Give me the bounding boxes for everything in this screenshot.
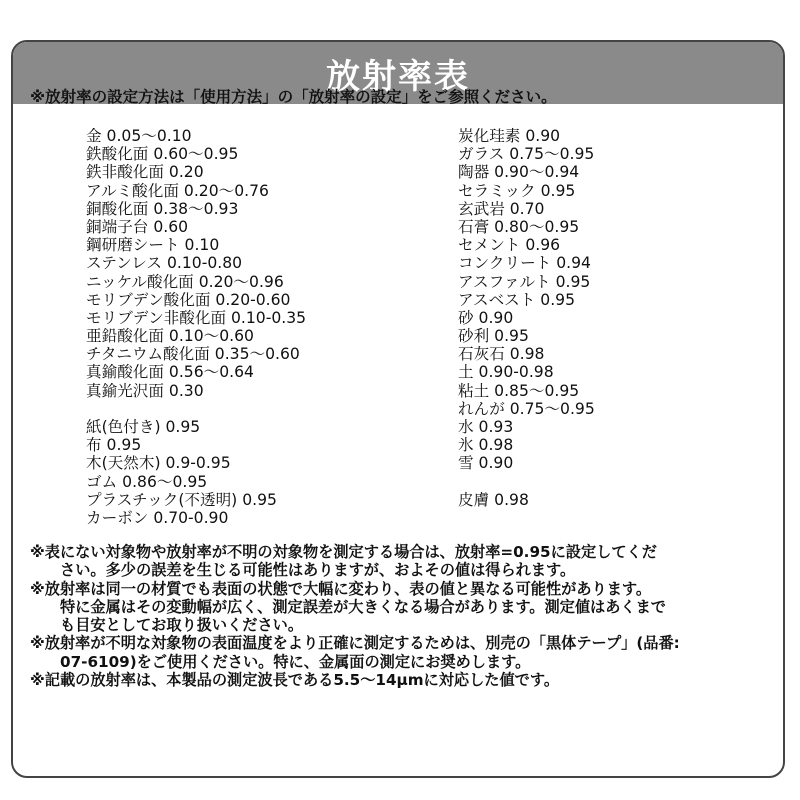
- note-line: ※放射率が不明な対象物の表面温度をより正確に測定するためは、別売の「黒体テープ」(品番:: [30, 634, 680, 653]
- list-item: 鉄酸化面 0.60〜0.95: [86, 145, 239, 164]
- list-item: れんが 0.75〜0.95: [458, 399, 595, 418]
- list-item: アスベスト 0.95: [458, 290, 576, 309]
- list-item: 金 0.05〜0.10: [86, 127, 192, 145]
- left-material-list: [86, 127, 306, 527]
- list-item: ガラス 0.75〜0.95: [458, 145, 595, 164]
- note-line: 特に金属はその変動幅が広く、測定誤差が大きくなる場合があります。測定値はあくまで: [60, 597, 666, 616]
- notes-list: [30, 543, 750, 689]
- list-item: ステンレス 0.10-0.80: [86, 254, 243, 273]
- list-item: 亜鉛酸化面 0.10〜0.60: [86, 327, 254, 346]
- note-line: も目安としてお取り扱いください。: [60, 616, 303, 635]
- list-item: 紙(色付き) 0.95: [86, 418, 201, 436]
- list-item: セメント 0.96: [458, 236, 561, 255]
- list-item: 木(天然木) 0.9-0.95: [86, 454, 231, 473]
- list-spacer: [458, 473, 595, 491]
- list-item: 鉄非酸化面 0.20: [86, 163, 204, 182]
- note-item: [30, 543, 750, 580]
- note-item: [30, 634, 750, 671]
- list-item: 氷 0.98: [458, 436, 514, 455]
- list-item: モリブデン酸化面 0.20-0.60: [86, 290, 291, 309]
- list-item: 砂 0.90: [458, 308, 514, 327]
- list-item: 玄武岩 0.70: [458, 199, 545, 218]
- page-title: 放射率表: [13, 42, 783, 104]
- note-line: さい。多少の誤差を生じる可能性はありますが、およその値は得られます。: [60, 561, 576, 580]
- list-item: チタニウム酸化面 0.35〜0.60: [86, 345, 300, 364]
- list-item: 石膏 0.80〜0.95: [458, 217, 580, 236]
- list-item: 真鍮光沢面 0.30: [86, 381, 204, 400]
- list-item: 鋼研磨シート 0.10: [86, 236, 220, 255]
- list-item: 銅端子台 0.60: [86, 217, 189, 236]
- list-item: 砂利 0.95: [458, 327, 529, 346]
- list-item: セラミック 0.95: [458, 181, 576, 200]
- list-spacer: [86, 400, 306, 418]
- note-line: 07-6109)をご使用ください。特に、金属面の測定にお奨めします。: [60, 652, 531, 671]
- note-line: ※表にない対象物や放射率が不明の対象物を測定する場合は、放射率=0.95に設定してくだ: [30, 543, 657, 561]
- list-item: 雪 0.90: [458, 454, 514, 473]
- list-item: 水 0.93: [458, 418, 514, 436]
- list-item: ゴム 0.86〜0.95: [86, 472, 208, 491]
- list-item: 銅酸化面 0.38〜0.93: [86, 199, 239, 218]
- list-item: モリブデン非酸化面 0.10-0.35: [86, 308, 307, 327]
- right-material-list: [458, 127, 595, 509]
- list-item: 真鍮酸化面 0.56〜0.64: [86, 363, 254, 382]
- list-item: カーボン 0.70-0.90: [86, 508, 229, 527]
- list-item: 皮膚 0.98: [458, 490, 529, 509]
- note-item: [30, 671, 750, 689]
- list-item: 炭化珪素 0.90: [458, 127, 561, 145]
- list-item: プラスチック(不透明) 0.95: [86, 490, 277, 509]
- list-item: アルミ酸化面 0.20〜0.76: [86, 181, 269, 200]
- list-item: ニッケル酸化面 0.20〜0.96: [86, 272, 284, 291]
- list-item: 陶器 0.90〜0.94: [458, 163, 580, 182]
- note-line: ※記載の放射率は、本製品の測定波長である5.5〜14μmに対応した値です。: [30, 671, 560, 690]
- list-item: アスファルト 0.95: [458, 272, 591, 291]
- note-line: ※放射率は同一の材質でも表面の状態で大幅に変わり、表の値と異なる可能性があります。: [30, 579, 652, 598]
- list-item: 石灰石 0.98: [458, 345, 545, 364]
- list-item: 土 0.90-0.98: [458, 363, 554, 382]
- list-item: 布 0.95: [86, 436, 142, 455]
- list-item: 粘土 0.85〜0.95: [458, 381, 580, 400]
- note-item: [30, 580, 750, 635]
- list-item: コンクリート 0.94: [458, 254, 591, 273]
- intro-note: ※放射率の設定方法は「使用方法」の「放射率の設定」をご参照ください。: [30, 88, 557, 106]
